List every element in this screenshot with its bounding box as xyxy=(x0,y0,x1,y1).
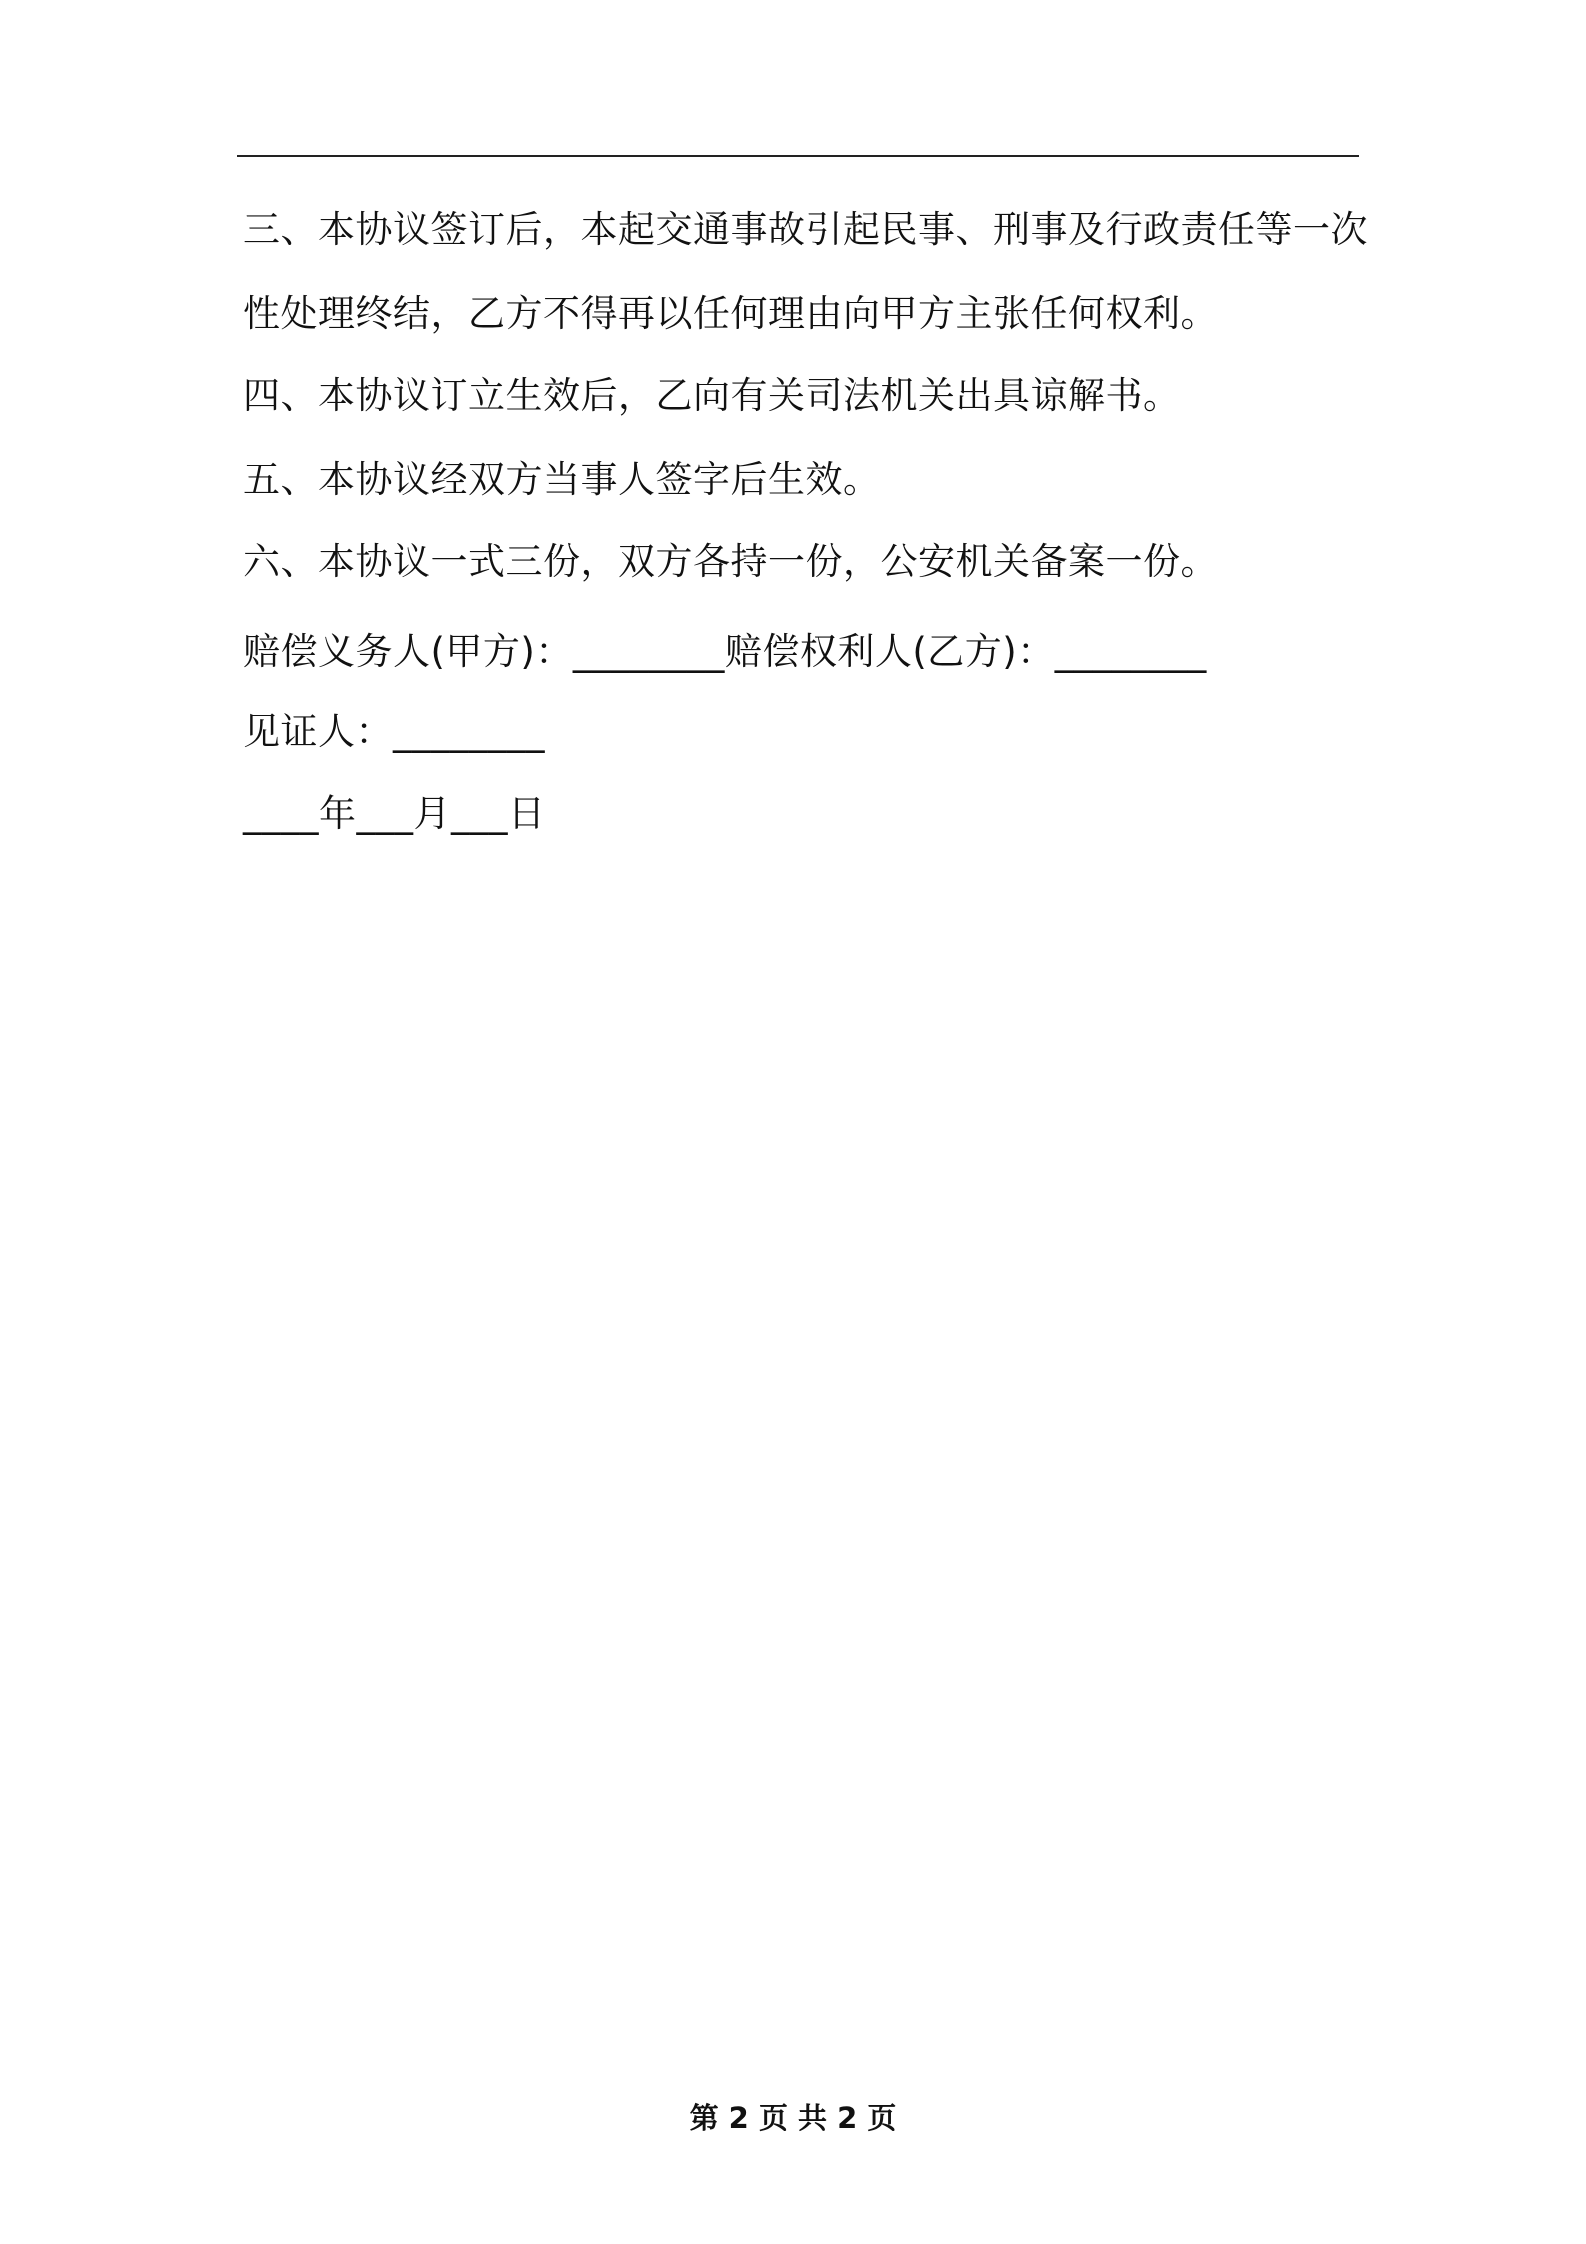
signature-parties-line: 赔偿义务人(甲方)：________赔偿权利人(乙方)：________ xyxy=(243,630,1207,673)
clause-6: 六、本协议一式三份，双方各持一份，公安机关备案一份。 xyxy=(243,540,1218,583)
page-number-footer: 第 2 页 共 2 页 xyxy=(689,2101,897,2135)
header-rule xyxy=(237,155,1359,157)
clause-3-line-1: 三、本协议签订后，本起交通事故引起民事、刑事及行政责任等一次 xyxy=(243,208,1368,251)
date-line: ____年___月___日 xyxy=(243,792,546,835)
clause-5: 五、本协议经双方当事人签字后生效。 xyxy=(243,458,881,501)
witness-line: 见证人：________ xyxy=(243,710,545,753)
clause-4: 四、本协议订立生效后，乙向有关司法机关出具谅解书。 xyxy=(243,374,1181,417)
clause-3-line-2: 性处理终结，乙方不得再以任何理由向甲方主张任何权利。 xyxy=(243,292,1218,335)
